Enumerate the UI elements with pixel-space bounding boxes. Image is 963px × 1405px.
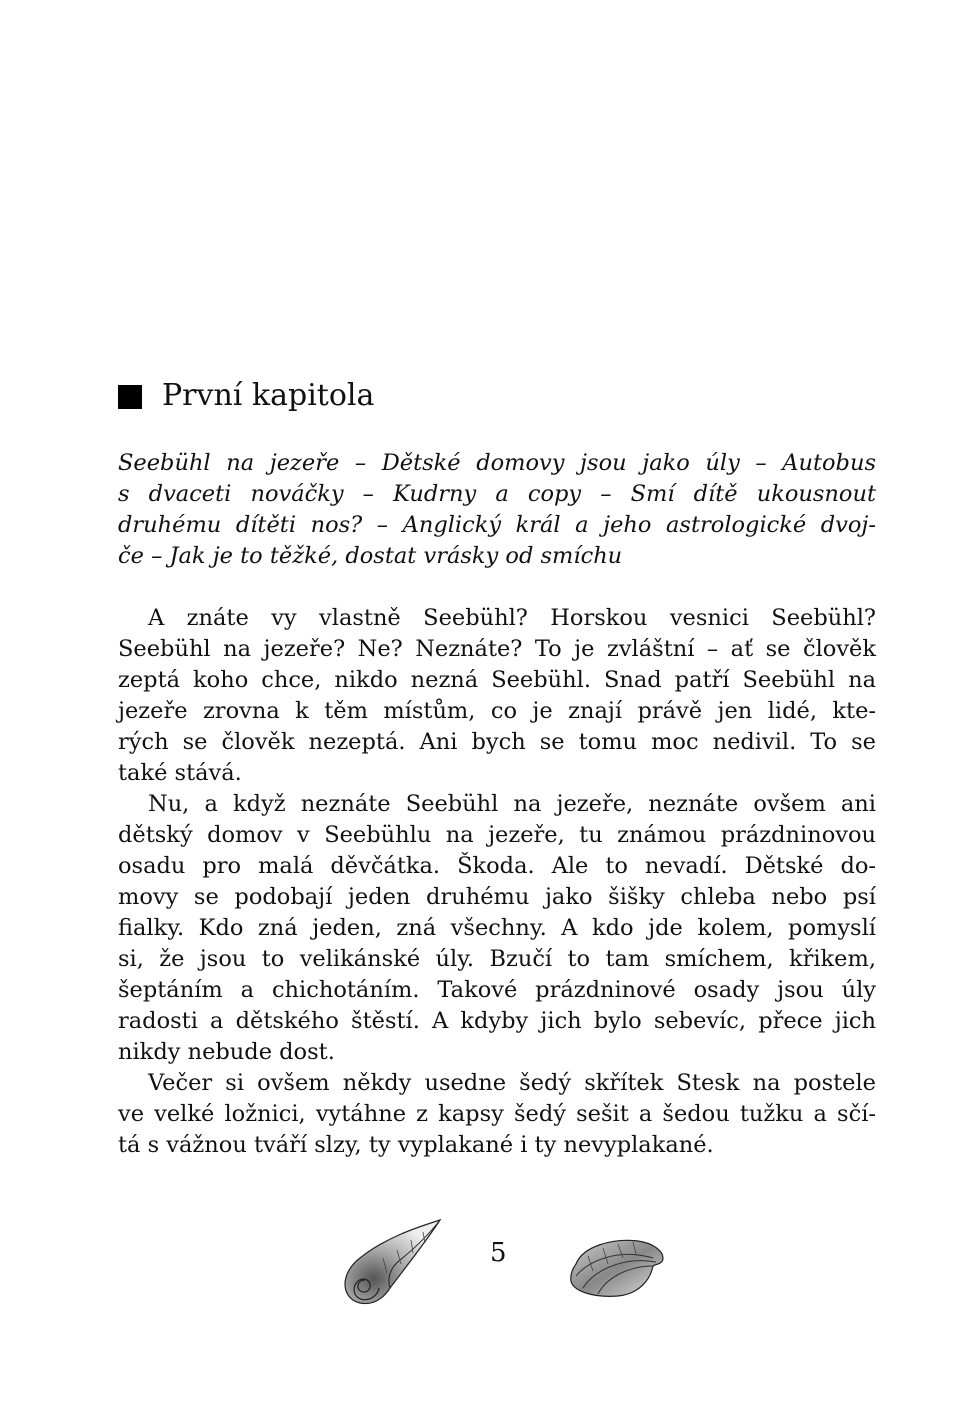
text-line: movy se podobají jeden druhému jako šišky chleba nebo psí — [118, 884, 876, 910]
summary-line: s dvaceti nováčky – Kudrny a copy – Smí dítě ukousnout — [118, 481, 876, 507]
text-line: tá s vážnou tváří slzy, ty vyplakané i ty nevyplakané. — [118, 1132, 714, 1158]
ribbed-shell-icon — [568, 1236, 668, 1301]
text-line: ve velké ložnici, vytáhne z kapsy šedý sešit a šedou tužku a sčí- — [118, 1101, 876, 1127]
text-line: Seebühl na jezeře? Ne? Neznáte? To je zvláštní – ať se člověk — [118, 636, 876, 662]
text-line: si, že jsou to velikánské úly. Bzučí to tam smíchem, křikem, — [118, 946, 876, 972]
paragraph — [118, 1068, 876, 1161]
page-number: 5 — [490, 1238, 507, 1268]
text-line: nikdy nebude dost. — [118, 1039, 335, 1065]
text-line: radosti a dětského štěstí. A kdyby jich bylo sebevíc, přece jich — [118, 1008, 876, 1034]
chapter-heading — [118, 378, 374, 413]
text-line: Nu, a když neznáte Seebühl na jezeře, neznáte ovšem ani — [148, 791, 876, 817]
chapter-summary — [118, 448, 876, 572]
text-line: rých se člověk nezeptá. Ani bych se tomu moc nedivil. To se — [118, 729, 876, 755]
black-square-icon — [118, 385, 142, 409]
summary-line: Seebühl na jezeře – Dětské domovy jsou jako úly – Autobus — [118, 450, 876, 476]
spiral-shell-icon — [335, 1218, 445, 1308]
text-line: šeptáním a chichotáním. Takové prázdninové osady jsou úly — [118, 977, 876, 1003]
text-line: také stává. — [118, 760, 242, 786]
text-line: osadu pro malá děvčátka. Škoda. Ale to nevadí. Dětské do- — [118, 853, 876, 879]
paragraph — [118, 603, 876, 789]
body-text — [118, 603, 876, 1161]
text-line: fialky. Kdo zná jeden, zná všechny. A kdo jde kolem, pomyslí — [118, 915, 876, 941]
paragraph — [118, 789, 876, 1068]
summary-line: druhému dítěti nos? – Anglický král a jeho astrologické dvoj- — [118, 512, 876, 538]
text-line: Večer si ovšem někdy usedne šedý skřítek Stesk na postele — [148, 1070, 876, 1096]
chapter-title: První kapitola — [162, 378, 375, 413]
page-footer — [330, 1218, 670, 1318]
text-line: dětský domov v Seebühlu na jezeře, tu známou prázdninovou — [118, 822, 876, 848]
summary-line: če – Jak je to těžké, dostat vrásky od smíchu — [118, 543, 623, 569]
text-line: zeptá koho chce, nikdo nezná Seebühl. Snad patří Seebühl na — [118, 667, 876, 693]
text-line: jezeře zrovna k těm místům, co je znají právě jen lidé, kte- — [118, 698, 876, 724]
text-line: A znáte vy vlastně Seebühl? Horskou vesnici Seebühl? — [148, 605, 876, 631]
